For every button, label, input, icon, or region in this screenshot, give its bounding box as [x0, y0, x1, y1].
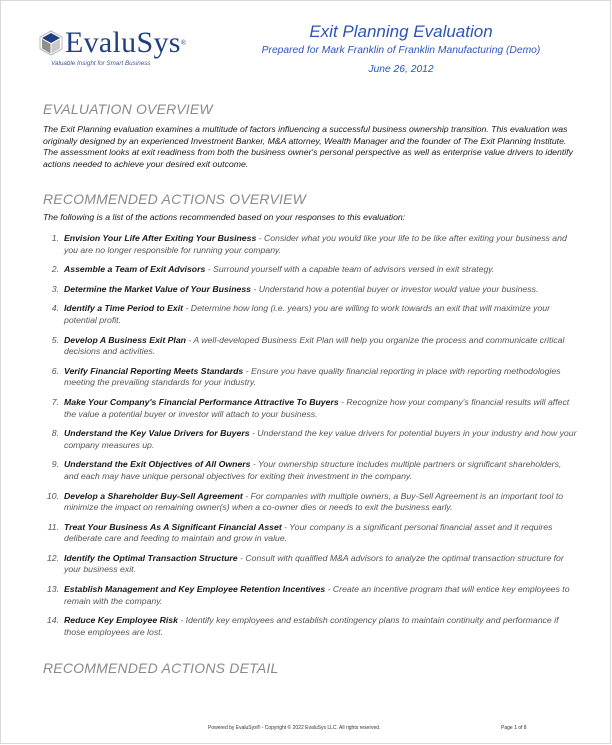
action-number: 13. — [46, 584, 59, 595]
action-number: 6. — [51, 365, 59, 376]
action-description: - Consult with qualified M&A advisors to analyze the optimal transaction structure for your business exit. — [64, 552, 564, 575]
action-title: Identify the Optimal Transaction Structure — [64, 552, 238, 563]
action-item — [43, 491, 578, 514]
recommended-actions-intro: The following is a list of the actions recommended based on your responses to this evaluation: — [43, 212, 406, 222]
action-title: Develop a Shareholder Buy-Sell Agreement — [64, 490, 243, 501]
action-item — [43, 428, 578, 451]
action-description: - Identify key employees and establish contingency plans to maintain continuity and performance if those employees are lost. — [64, 615, 559, 637]
action-description: - For companies with multiple owners, a Buy-Sell Agreement is an important tool to minimize the impact on remaining owner(s) when a co-owner dies or needs to exit the business early. — [64, 490, 564, 513]
action-item — [43, 615, 578, 638]
logo-hexagon-icon — [39, 30, 63, 56]
action-number: 12. — [46, 552, 59, 563]
action-item — [43, 335, 578, 358]
action-title: Make Your Company's Financial Performance Attractive To Buyers — [64, 396, 339, 407]
action-number: 8. — [51, 428, 59, 439]
action-description: - Create an incentive program that will entice key employees to remain with the company. — [64, 584, 570, 606]
recommended-actions-heading: RECOMMENDED ACTIONS OVERVIEW — [43, 191, 307, 207]
action-number: 3. — [51, 283, 59, 294]
action-title: Understand the Key Value Drivers for Buyers — [64, 428, 250, 439]
action-item — [43, 553, 578, 576]
overview-paragraph: The Exit Planning evaluation examines a multitude of factors influencing a successful business ownership transition. This evaluation was originally designed by an experienced Investment Banker, M&A attorney, Wealth Manager and the founder of The Exit Planning Institute. The assessment looks at exit readiness from both the business owner's personal perspective as well as enterprise value drivers to identify actions needed to achieve your desired exit outcome. — [43, 124, 573, 170]
action-number: 14. — [46, 615, 59, 626]
footer-page-number: Page 1 of 8 — [501, 725, 527, 731]
report-title: Exit Planning Evaluation — [309, 22, 493, 41]
overview-heading: EVALUATION OVERVIEW — [43, 101, 213, 117]
report-subtitle: Prepared for Mark Franklin of Franklin Manufacturing (Demo) — [261, 45, 541, 56]
action-number: 1. — [51, 233, 59, 243]
action-item — [43, 303, 578, 326]
action-title: Envision Your Life After Exiting Your Business — [64, 233, 257, 243]
action-title: Reduce Key Employee Risk — [64, 615, 178, 626]
action-number: 7. — [51, 396, 59, 407]
action-item — [43, 233, 578, 256]
action-item — [43, 459, 578, 482]
action-description: - A well-developed Business Exit Plan will help you organize the process and communicate critical decisions and activities. — [64, 334, 565, 357]
action-title: Verify Financial Reporting Meets Standards — [64, 365, 244, 376]
action-item — [43, 522, 578, 545]
action-title: Treat Your Business As A Significant Financial Asset — [64, 521, 282, 532]
action-item — [43, 264, 578, 276]
action-description: - Your company is a significant personal financial asset and it requires deliberate care and feeding to maintain and grow in value. — [64, 521, 553, 544]
action-item — [43, 584, 578, 607]
action-number: 5. — [51, 334, 59, 345]
action-description: - Ensure you have quality financial reporting in place with reporting methodologies meeting the prevailing standards for your industry. — [64, 365, 561, 388]
action-item — [43, 397, 578, 420]
action-number: 10. — [46, 490, 59, 501]
evalusys-logo — [39, 28, 207, 72]
action-description: - Consider what you would like your life to be like after exiting your business and you are no longer responsible for running your company. — [64, 233, 567, 255]
footer-copyright: Powered by EvaluSys® - Copyright © 2022 EvaluSys LLC. All rights reserved. — [208, 725, 381, 731]
action-description: - Understand how a potential buyer or investor would value your business. — [251, 283, 539, 294]
logo-wordmark: EvaluSys® — [65, 26, 187, 59]
action-item — [43, 366, 578, 389]
action-description: - Understand the key value drivers for potential buyers in your industry and how your company measures up. — [64, 428, 577, 450]
report-date: June 26, 2012 — [368, 64, 434, 75]
action-title: Determine the Market Value of Your Business — [64, 283, 251, 294]
action-number: 2. — [51, 264, 59, 275]
action-title: Identify a Time Period to Exit — [64, 303, 184, 314]
action-description: - Recognize how your company's financial results will affect the value a potential buyer or investor will attach to your business. — [64, 396, 570, 419]
recommended-actions-list — [43, 233, 578, 646]
action-description: - Your ownership structure includes multiple partners or significant shareholders, and each may have unique personal objectives for exiting their investment in the company. — [64, 459, 562, 481]
action-description: - Surround yourself with a capable team of advisors versed in exit strategy. — [205, 264, 495, 275]
action-title: Understand the Exit Objectives of All Owners — [64, 459, 251, 470]
action-title: Establish Management and Key Employee Retention Incentives — [64, 584, 326, 595]
action-number: 4. — [51, 303, 59, 314]
action-title: Develop A Business Exit Plan — [64, 334, 186, 345]
recommended-actions-detail-heading: RECOMMENDED ACTIONS DETAIL — [43, 660, 279, 676]
action-description: - Determine how long (i.e. years) you are willing to work towards an exit that will maximize your potential profit. — [64, 303, 551, 325]
action-number: 9. — [51, 459, 59, 470]
action-number: 11. — [47, 521, 59, 532]
logo-tagline: Valuable Insight for Smart Business — [51, 60, 151, 67]
action-title: Assemble a Team of Exit Advisors — [64, 264, 206, 275]
action-item — [43, 284, 578, 296]
